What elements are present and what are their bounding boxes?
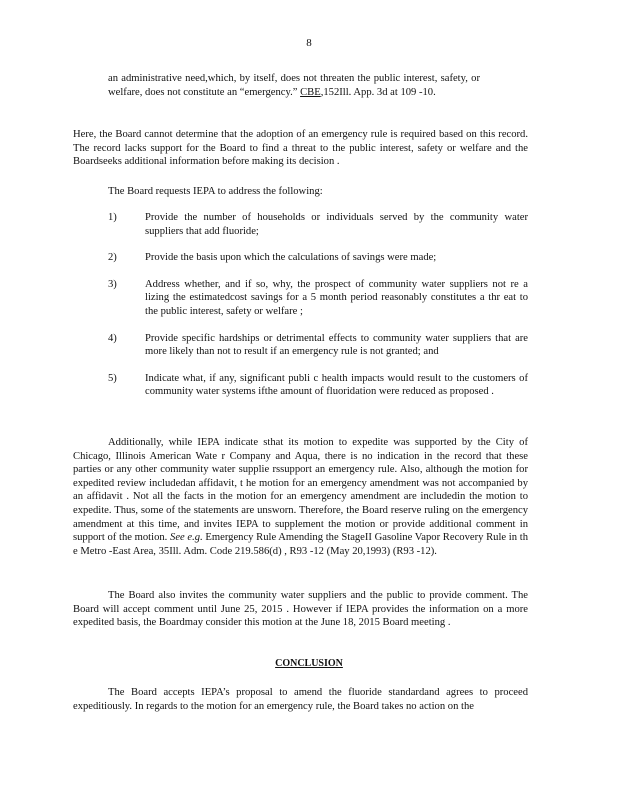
list-item [108, 332, 528, 359]
list-item-number: 4) [108, 332, 117, 344]
block-quote [108, 72, 480, 99]
paragraph-requests-intro: The Board requests IEPA to address the following: [108, 186, 323, 197]
list-item-number: 1) [108, 212, 117, 223]
list-item [108, 372, 528, 399]
list-item-number: 2) [108, 252, 117, 264]
paragraph-additionally-main: Additionally, while IEPA indicate sthat its motion to expedite was supported by the City of Chicago, Illinois American Wate r Company and Aqua, there is no indication in the record that these parties or any other community water supplie rssupport an emergency rule. Also, although the motion for expedited review includedan affidavit, t he motion for an emergency amendment was not accompanied by an affidavit . Not all the facts in the motion for an emergency amendment are includedin the motion to expedite. Thus, some of the statements are unsworn. Therefore, the Board reserve ruling on the emergency amendment at this time, and invites IEPA to supplement the motion or provide additional comment in support of the motion. [73, 437, 528, 544]
quote-text-after: ,152Ill. App. 3d at 109 -10. [320, 86, 436, 98]
request-list [108, 211, 528, 412]
paragraph-determination: Here, the Board cannot determine that the adoption of an emergency rule is required based on this record. The record lacks support for the Board to find a threat to the public interest, safety or welfare and the Boardseeks additional information before making its decision . [73, 129, 528, 168]
paragraph-invites-comment: The Board also invites the community water suppliers and the public to provide comment. The Board will accept comment until June 25, 2015 . However if IEPA provides the information on a more expedited basis, the Boardmay consider this motion at the June 18, 2015 Board meeting . [73, 590, 528, 629]
list-item-number: 3) [108, 278, 117, 290]
paragraph-additionally-citation: Emergency Rule Amending the StageII Gasoline Vapor Recovery Rule in th e Metro -East Area, 35Ill. Adm. Code 219.586(d) , R93 -12 (May 20,1993) (R93 -12). [73, 532, 528, 557]
quote-text-before: an administrative need,which, by itself, does not threaten the public interest, safety, or welfare, does not constitute an “emergency.” [108, 73, 480, 98]
list-item [108, 251, 528, 265]
page-number: 8 [306, 37, 312, 49]
list-item-text: Provide the number of households or individuals served by the community water suppliers that add fluoride; [145, 212, 528, 237]
list-item-text: Provide the basis upon which the calculations of savings were made; [145, 252, 437, 264]
list-item-text: Indicate what, if any, significant publi c health impacts would result to the customers of community water systems ifthe amount of fluoridation were reduced as proposed . [145, 372, 528, 398]
see-eg-signal: See e.g. [170, 532, 203, 544]
paragraph-additionally [73, 436, 528, 558]
conclusion-heading: CONCLUSION [275, 658, 343, 669]
list-item-text: Provide specific hardships or detrimental effects to community water suppliers that are more likely than not to result if an emergency rule is not granted; and [145, 332, 528, 358]
paragraph-conclusion: The Board accepts IEPA’s proposal to amend the fluoride standardand agrees to proceed expeditiously. In regards to the motion for an emergency rule, the Board takes no action on the [73, 687, 528, 712]
list-item [108, 278, 528, 319]
list-item-text: Address whether, and if so, why, the prospect of community water suppliers not re a lizing the estimatedcost savings for a 5 month period reasonably constitutes a thr eat to the public interest, safety or welfare ; [145, 278, 528, 317]
list-item [108, 211, 528, 238]
quote-citation: CBE [300, 86, 321, 98]
list-item-number: 5) [108, 372, 117, 384]
